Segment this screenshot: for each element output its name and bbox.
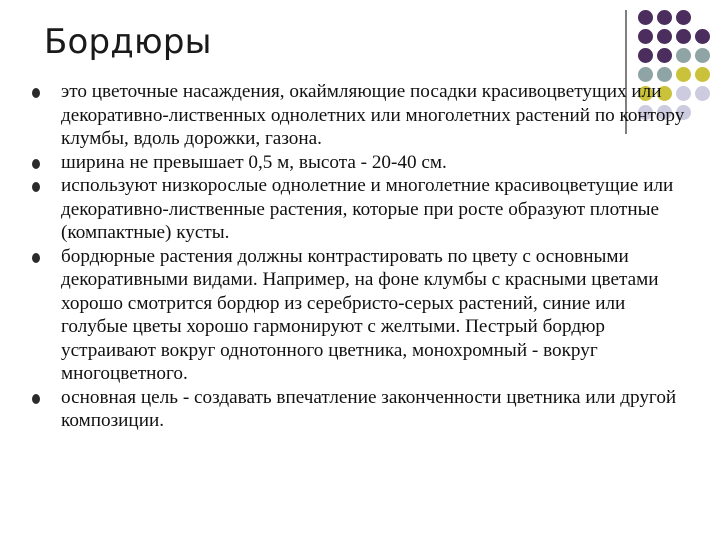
decor-dot-purple bbox=[676, 29, 691, 44]
bullet-item bbox=[32, 80, 692, 151]
slide-title: Бордюры bbox=[44, 22, 212, 62]
bullet-text: это цветочные насаждения, окаймляющие посадки красивоцветущих или декоративно-лиственных однолетних или многолетних растений по контору клумбы, вдоль дорожки, газона. bbox=[61, 81, 685, 149]
decor-dot-purple bbox=[657, 10, 672, 25]
bullet-item bbox=[32, 174, 692, 245]
bullet-text: ширина не превышает 0,5 м, высота - 20-40 см. bbox=[61, 151, 447, 173]
decor-dot-purple bbox=[676, 10, 691, 25]
decor-dot-teal bbox=[676, 48, 691, 63]
decor-dot-purple bbox=[638, 29, 653, 44]
bullet-item bbox=[32, 151, 692, 175]
decor-dot-olive bbox=[695, 67, 710, 82]
decor-dot-purple bbox=[657, 29, 672, 44]
bullet-dot-icon bbox=[32, 182, 40, 192]
bullet-dot-icon bbox=[32, 253, 40, 263]
decor-dot-teal bbox=[695, 48, 710, 63]
decor-dot-purple bbox=[638, 48, 653, 63]
decor-dot-purple bbox=[695, 29, 710, 44]
bullet-dot-icon bbox=[32, 394, 40, 404]
bullet-text: бордюрные растения должны контрастировать по цвету с основными декоративными видами. Например, на фоне клумбы с красными цветами хорошо смотрится бордюр из серебристо-серых растений, синие или голубые цветы хорошо гармонируют с желтыми. Пестрый бордюр устраивают вокруг однотонного цветника, монохромный - вокруг многоцветного. bbox=[61, 245, 659, 384]
decor-dot-purple bbox=[638, 10, 653, 25]
bullet-item bbox=[32, 386, 692, 433]
decor-dot-purple bbox=[657, 48, 672, 63]
bullet-text: основная цель - создавать впечатление законченности цветника или другой композиции. bbox=[61, 386, 677, 431]
bullet-dot-icon bbox=[32, 88, 40, 98]
decor-dot-lavender bbox=[695, 86, 710, 101]
bullet-dot-icon bbox=[32, 159, 40, 169]
bullet-list bbox=[32, 80, 692, 433]
bullet-item bbox=[32, 245, 692, 386]
bullet-text: используют низкорослые однолетние и многолетние красивоцветущие или декоративно-лиственные растения, которые при росте образуют плотные (компактные) кусты. bbox=[61, 175, 674, 243]
